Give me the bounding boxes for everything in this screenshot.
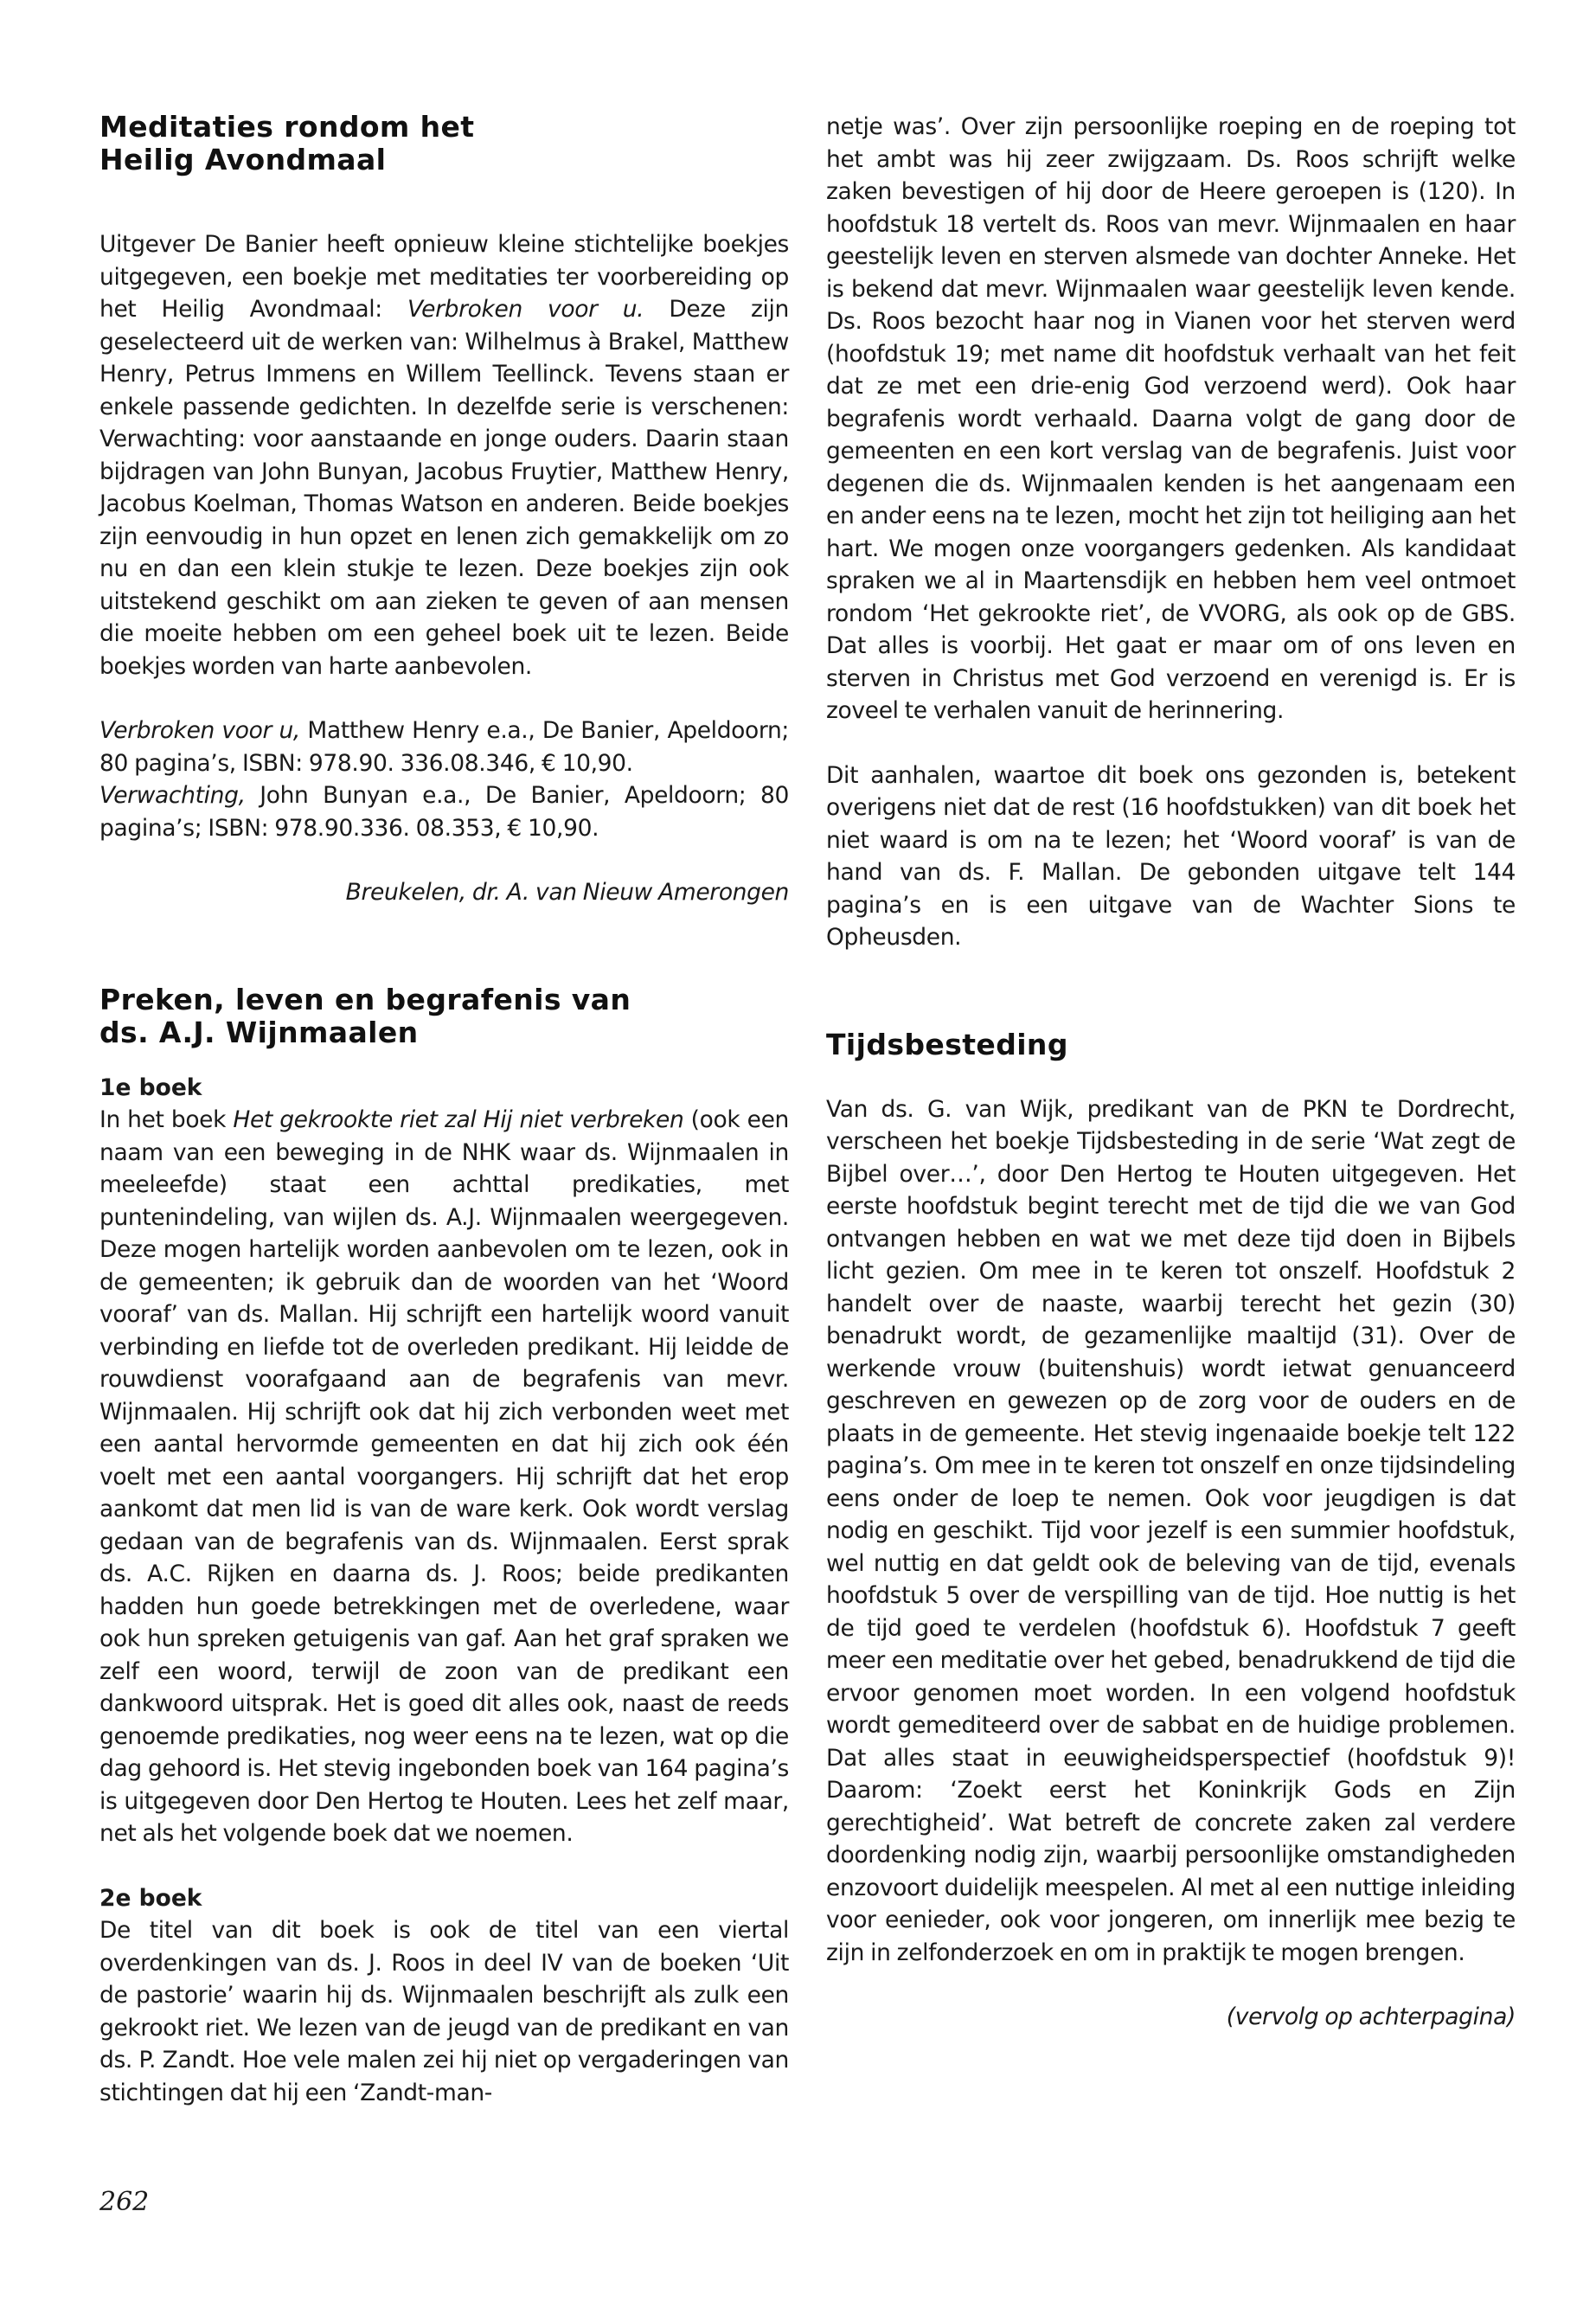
author-signature: Breukelen, dr. A. van Nieuw Amerongen: [345, 879, 789, 906]
subheading-2e-boek: 2e boek: [99, 1884, 202, 1912]
book-title: Verbroken voor u.: [407, 296, 644, 323]
right-column: [826, 111, 1516, 2034]
paragraph: [99, 228, 789, 683]
continued-note: (vervolg op achterpagina): [1226, 2003, 1516, 2030]
subheading-1e-boek: 1e boek: [99, 1074, 202, 1101]
book-title: Verwachting,: [99, 782, 246, 809]
title-line: Preken, leven en begrafenis van: [99, 982, 631, 1016]
text-run: Uitgever De Banier heeft opnieuw kleine stichtelijke boekjes uitgegeven, een boekje met meditaties ter voorbereiding op het Heilig Avondmaal:: [99, 231, 789, 323]
paragraph: De titel van dit boek is ook de titel van een viertal overdenkingen van ds. J. Roos in deel IV van de boeken ‘Uit de pastorie’ waarin hij ds. Wijnmaalen beschrijft als zulk een gekrookt riet. We lezen van de jeugd van de predikant en van ds. P. Zandt. Hoe vele malen zei hij niet op vergaderingen van stichtingen dat hij een ‘Zandt-man-: [99, 1917, 789, 2106]
paragraph: netje was’. Over zijn persoonlijke roeping en de roeping tot het ambt was hij zeer zwijgzaam. Ds. Roos schrijft welke zaken bevestigen of hij door de Heere geroepen is (120). In hoofdstuk 18 vertelt ds. Roos van mevr. Wijnmaalen en haar geestelijk leven en sterven alsmede van dochter Anneke. Het is bekend dat mevr. Wijnmaalen waar geestelijk leven kende. Ds. Roos bezocht haar nog in Vianen voor het sterven werd (hoofdstuk 19; met name dit hoofdstuk verhaalt van het feit dat ze met een drie-enig God verzoend werd). Ook haar begrafenis wordt verhaald. Daarna volgt de gang door de gemeenten en een kort verslag van de begrafenis. Juist voor degenen die ds. Wijnmaalen kenden is het aangenaam een en ander eens na te lezen, mocht het zijn tot heiliging aan het hart. We mogen onze voorgangers gedenken. Als kandidaat spraken we al in Maartensdijk en hebben hem veel ontmoet rondom ‘Het gekrookte riet’, de VVORG, als ook op de GBS. Dat alles is voorbij. Het gaat er maar om of ons leven en sterven in Christus met God verzoend en verenigd is. Er is zoveel te verhalen vanuit de herinnering.: [826, 113, 1516, 724]
text-run: Matthew Henry e.a., De Banier, Apeldoorn; 80 pagina’s, ISBN: 978.90. 336.08.346, € 10,90.: [99, 717, 789, 777]
title-line: Heilig Avondmaal: [99, 143, 387, 176]
book-title: Het gekrookte riet zal Hij niet verbreken: [233, 1106, 684, 1133]
title-line: ds. A.J. Wijnmaalen: [99, 1015, 419, 1049]
paragraph: Van ds. G. van Wijk, predikant van de PKN te Dordrecht, verscheen het boekje Tijdsbesteding in de serie ‘Wat zegt de Bijbel over…’, door Den Hertog te Houten uitgegeven. Het eerste hoofdstuk begint terecht met de tijd die we van God ontvangen hebben en wat we met deze tijd doen in Bijbels licht gezien. Om mee in te keren tot onszelf. Hoofdstuk 2 handelt over de naaste, waarbij terecht het gezin (30) benadrukt wordt, de gezamenlijke maaltijd (31). Over de werkende vrouw (buitenshuis) wordt ietwat genuanceerd geschreven en gewezen op de zorg voor de ouders en de plaats in de gemeente. Het stevig ingenaaide boekje telt 122 pagina’s. Om mee in te keren tot onszelf en onze tijdsindeling eens onder de loep te nemen. Ook voor jeugdigen is dat nodig en geschikt. Tijd voor jezelf is een summier hoofdstuk, wel nuttig en dat geldt ook de beleving van de tijd, evenals hoofdstuk 5 over de verspilling van de tijd. Hoe nuttig is het de tijd goed te verdelen (hoofdstuk 6). Hoofdstuk 7 geeft meer een meditatie over het gebed, benadrukkend de tijd die ervoor genomen moet worden. In een volgend hoofdstuk wordt gemediteerd over de sabbat en de huidige problemen. Dat alles staat in eeuwigheidsperspectief (hoofdstuk 9)! Daarom: ‘Zoekt eerst het Koninkrijk Gods en Zijn gerechtigheid’. Wat betreft de concrete zaken zal verdere doordenking nodig zijn, waarbij persoonlijke omstandigheden enzovoort duidelijk meespelen. Al met al een nuttige inleiding voor eenieder, ook voor jongeren, om innerlijk mee bezig te zijn in zelfonderzoek en om in praktijk te mogen brengen.: [826, 1095, 1516, 1966]
text-run: In het boek: [99, 1106, 234, 1133]
section-title-preken: [99, 984, 789, 1049]
section-title-meditaties: [99, 111, 789, 176]
text-run: (ook een naam van een beweging in de NHK waar ds. Wijnmaalen in meeleefde) staat een achttal predikaties, met puntenindeling, van wijlen ds. A.J. Wijnmaalen weergegeven. Deze mogen hartelijk worden aanbevolen om te lezen, ook in de gemeenten; ik gebruik dan de woorden van het ‘Woord vooraf’ van ds. Mallan. Hij schrijft een hartelijk woord vanuit verbinding en liefde tot de overleden predikant. Hij leidde de rouwdienst voorafgaand aan de begrafenis van mevr. Wijnmaalen. Hij schrijft ook dat hij zich verbonden weet met een aantal hervormde gemeenten en dat hij zich ook één voelt met een aantal voorgangers. Hij schrijft dat het erop aankomt dat men lid is van de ware kerk. Ook wordt verslag gedaan van de begrafenis van ds. Wijnmaalen. Eerst sprak ds. A.C. Rijken en daarna ds. J. Roos; beide predikanten hadden hun goede betrekkingen met de overledene, waar ook hun spreken getuigenis van gaf. Aan het graf spraken we zelf een woord, terwijl de zoon van de predikant een dankwoord uitsprak. Het is goed dit alles ook, naast de reeds genoemde predikaties, nog weer eens na te lezen, wat op die dag gehoord is. Het stevig ingebonden boek van 164 pagina’s is uitgegeven door Den Hertog te Houten. Lees het zelf maar, net als het volgende boek dat we noemen.: [99, 1106, 789, 1847]
section-title-tijdsbesteding: Tijdsbesteding: [826, 1027, 1068, 1061]
book-reference: [99, 715, 789, 844]
left-column: [99, 111, 789, 2109]
paragraph: [99, 1104, 789, 1850]
text-run: John Bunyan e.a., De Banier, Apeldoorn; 80 pagina’s; ISBN: 978.90.336. 08.353, € 10,90.: [99, 782, 789, 842]
title-line: Meditaties rondom het: [99, 110, 475, 144]
text-run: Deze zijn geselecteerd uit de werken van: Wilhelmus à Brakel, Matthew Henry, Petrus Immens en Willem Teellinck. Tevens staan er enkele passende gedichten. In dezelfde serie is verschenen: Verwachting: voor aanstaande en jonge ouders. Daarin staan bijdragen van John Bunyan, Jacobus Fruytier, Matthew Henry, Jacobus Koelman, Thomas Watson en anderen. Beide boekjes zijn eenvoudig in hun opzet en lenen zich gemakkelijk om zo nu en dan een klein stukje te lezen. Deze boekjes zijn ook uitstekend geschikt om aan zieken te geven of aan mensen die moeite hebben om een geheel boek uit te lezen. Beide boekjes worden van harte aanbevolen.: [99, 296, 789, 680]
page-number: 262: [99, 2187, 150, 2217]
book-title: Verbroken voor u,: [99, 717, 300, 744]
paragraph: Dit aanhalen, waartoe dit boek ons gezonden is, betekent overigens niet dat de rest (16 hoofdstukken) van dit boek het niet waard is om na te lezen; het ‘Woord vooraf’ is van de hand van ds. F. Mallan. De gebonden uitgave telt 144 pagina’s en is een uitgave van de Wachter Sions te Opheusden.: [826, 761, 1516, 951]
